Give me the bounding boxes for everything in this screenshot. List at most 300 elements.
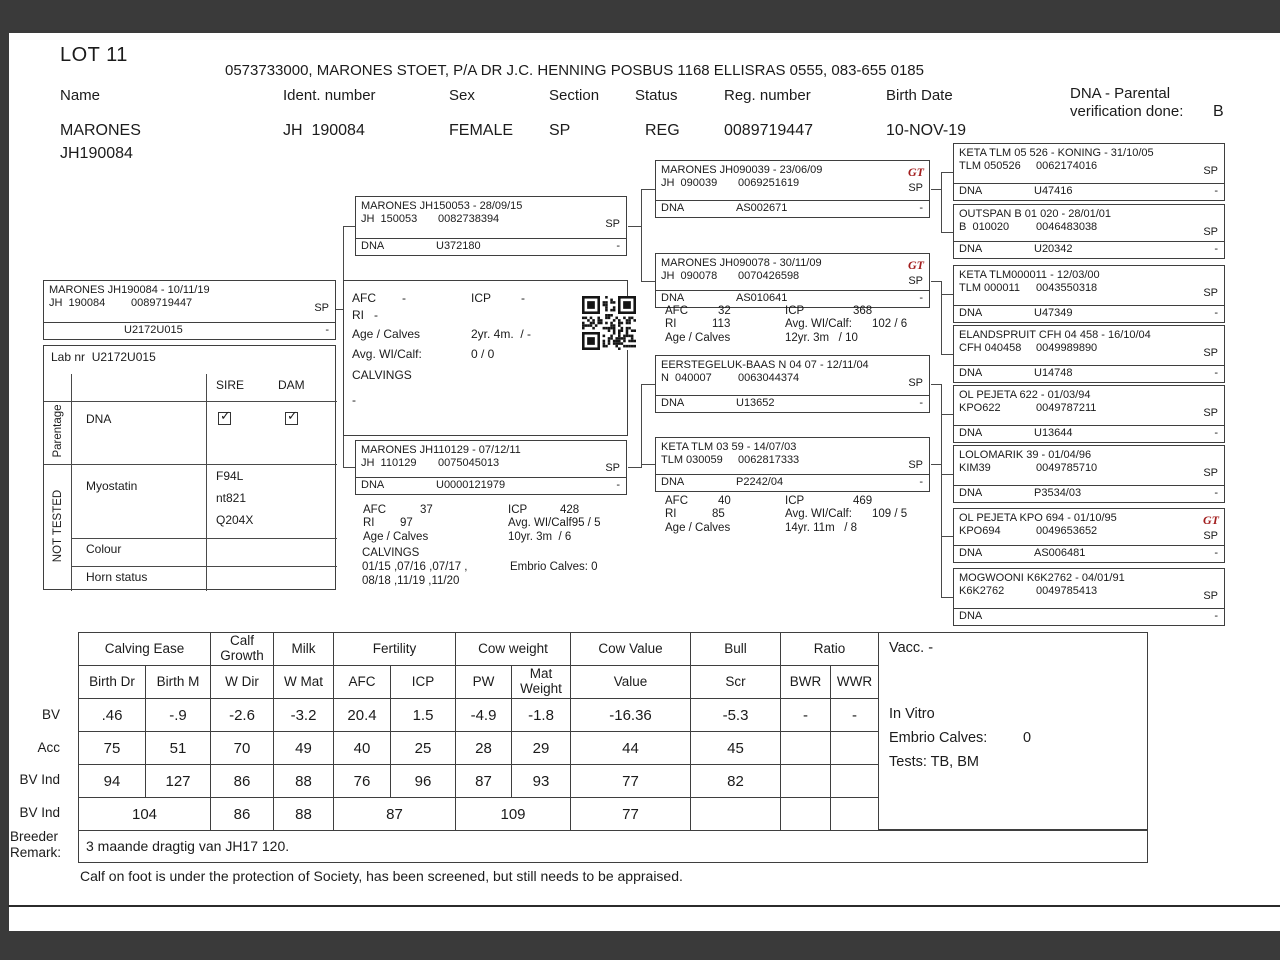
calvings-dates-1: 01/15 ,07/16 ,07/17 , (362, 561, 468, 573)
animal-id: KPO622 (959, 402, 1001, 414)
animal-section: SP (1203, 287, 1218, 299)
acc-cell: 49 (274, 732, 334, 765)
animal-reg: 0062174016 (1036, 160, 1098, 172)
row-label-bv-ind-2: BV Ind (19, 805, 60, 820)
bv-ind-combined-cell: 109 (456, 798, 571, 831)
bv-ind-cell: 82 (691, 765, 781, 798)
dna-label: DNA (959, 243, 983, 255)
sire-column-header: SIRE (216, 378, 245, 392)
connector-line (942, 414, 953, 415)
animal-name: OL PEJETA 622 - 01/03/94 (959, 389, 1091, 401)
bv-cell: -4.9 (456, 699, 512, 732)
lab-tests-box (43, 345, 336, 590)
animal-section: SP (908, 377, 923, 389)
age-calves-label: Age / Calves (665, 522, 731, 534)
column-header: Birth M (146, 666, 211, 699)
animal-section: SP (1203, 347, 1218, 359)
scan-frame-top (0, 0, 1280, 33)
pedigree-box-ggp-8 (953, 568, 1225, 626)
bv-cell: -1.8 (512, 699, 571, 732)
calvings-label: CALVINGS (352, 368, 412, 382)
bv-cell: -.9 (146, 699, 211, 732)
connector-line (344, 226, 355, 227)
connector-line (931, 281, 941, 282)
animal-reg: 0062817333 (738, 454, 800, 466)
bv-ind-cell: 94 (79, 765, 146, 798)
ri-value: 97 (400, 517, 413, 529)
avg-wi-calf-label: Avg. WI/Calf: (785, 318, 852, 330)
pedigree-box-ggp-2 (953, 204, 1225, 259)
animal-id: JH 190084 (49, 297, 106, 309)
ident-label: Ident. number (283, 87, 376, 104)
dna-label: DNA (959, 487, 983, 499)
animal-section: SP (605, 218, 620, 230)
breeding-values-table (78, 632, 879, 831)
afc-value: 40 (718, 495, 731, 507)
animal-section: SP (908, 459, 923, 471)
dna-value: U2172U015 (124, 324, 183, 336)
animal-name: KETA TLM000011 - 12/03/00 (959, 269, 1100, 281)
animal-section: SP (1203, 530, 1218, 542)
dna-label: DNA (661, 292, 685, 304)
column-header: Value (571, 666, 691, 699)
group-header-fertility: Fertility (334, 633, 456, 666)
dna-dash: - (1214, 427, 1218, 439)
pedigree-box-sire (355, 196, 627, 256)
column-header: ICP (391, 666, 456, 699)
ri-value: - (374, 308, 378, 322)
icp-label: ICP (508, 504, 528, 516)
dna-row (356, 238, 626, 255)
icp-value: 368 (853, 305, 873, 317)
animal-reg: 0063044374 (738, 372, 800, 384)
animal-name: KETA TLM 03 59 - 14/07/03 (661, 441, 797, 453)
pedigree-box-gp-dam-dam (655, 437, 930, 492)
afc-label: AFC (363, 504, 386, 516)
dna-value: AS006481 (1034, 547, 1086, 559)
group-header-bull: Bull (691, 633, 781, 666)
bv-cell: -16.36 (571, 699, 691, 732)
animal-id: N 040007 (661, 372, 712, 384)
animal-section: SP (1203, 226, 1218, 238)
pedigree-box-gp-sire-sire (655, 160, 930, 218)
connector-line (642, 464, 655, 465)
animal-reg: 0049785710 (1036, 462, 1098, 474)
afc-value: 37 (420, 504, 433, 516)
gt-icon: GT (1203, 513, 1219, 527)
gt-icon: GT (908, 258, 924, 272)
animal-reg: 0049785413 (1036, 585, 1098, 597)
dna-value: U13652 (736, 397, 775, 409)
row-label-bv-ind: BV Ind (19, 772, 60, 787)
icp-value: 469 (853, 495, 873, 507)
bv-ind-cell: 88 (274, 765, 334, 798)
pedigree-box-ggp-1 (953, 143, 1225, 201)
dna-dash: - (919, 476, 923, 488)
group-header-calf-growth: Calf Growth (211, 633, 274, 666)
group-header-calving-ease: Calving Ease (79, 633, 211, 666)
acc-cell: 44 (571, 732, 691, 765)
acc-cell: 29 (512, 732, 571, 765)
acc-cell: 75 (79, 732, 146, 765)
animal-name: KETA TLM 05 526 - KONING - 31/10/05 (959, 147, 1154, 159)
connector-line (931, 189, 941, 190)
animal-section: SP (1203, 467, 1218, 479)
dna-verification-label-1: DNA - Parental (1070, 85, 1171, 102)
connector-line (942, 294, 953, 295)
pedigree-box-dam (355, 440, 627, 495)
age-calves-value: 12yr. 3m / 10 (785, 332, 858, 344)
acc-cell (781, 732, 831, 765)
animal-id: TLM 000011 (959, 282, 1020, 294)
column-header: W Mat (274, 666, 334, 699)
breeder-remark-label-1: Breeder (10, 829, 59, 844)
dna-label: DNA (959, 307, 983, 319)
acc-cell: 25 (391, 732, 456, 765)
scan-frame-bottom (0, 931, 1280, 960)
animal-id: B 010020 (959, 221, 1010, 233)
connector-line (343, 226, 344, 281)
reg-value: 0089719447 (724, 122, 813, 139)
acc-cell: 51 (146, 732, 211, 765)
column-header: Birth Dr (79, 666, 146, 699)
ri-value: 85 (712, 508, 725, 520)
status-value: REG (645, 122, 680, 139)
bv-ind-combined-cell (781, 798, 831, 831)
lab-number: Lab nr U2172U015 (51, 350, 156, 364)
animal-reg: 0075045013 (438, 457, 500, 469)
breeder-remark-label-2: Remark: (10, 845, 62, 860)
animal-reg: 0089719447 (131, 297, 193, 309)
dna-label: DNA (959, 185, 983, 197)
reg-label: Reg. number (724, 87, 811, 104)
connector-line (931, 384, 941, 385)
animal-name: MOGWOONI K6K2762 - 04/01/91 (959, 572, 1125, 584)
group-header-ratio: Ratio (781, 633, 879, 666)
section-value: SP (549, 122, 571, 139)
dna-value: U47416 (1034, 185, 1073, 197)
dna-value: P2242/04 (736, 476, 784, 488)
dna-row (954, 545, 1224, 562)
animal-name: MARONES JH090039 - 23/06/09 (661, 164, 823, 176)
sire-stats (660, 305, 932, 350)
bv-ind-combined-cell: 87 (334, 798, 456, 831)
dna-label: DNA (959, 367, 983, 379)
bv-cell: -3.2 (274, 699, 334, 732)
connector-line (941, 281, 942, 355)
connector-line (931, 464, 941, 465)
bv-cell: 1.5 (391, 699, 456, 732)
pedigree-box-ggp-5 (953, 385, 1225, 443)
animal-name: OUTSPAN B 01 020 - 28/01/01 (959, 208, 1112, 220)
age-calves-value: 14yr. 11m / 8 (785, 522, 858, 534)
connector-line (941, 384, 942, 475)
animal-name: LOLOMARIK 39 - 01/04/96 (959, 449, 1092, 461)
name-label: Name (60, 87, 101, 104)
animal-id: TLM 050526 (959, 160, 1021, 172)
avg-wi-calf-value: 102 / 6 (872, 318, 908, 330)
dna-row (954, 425, 1224, 442)
dna-row (954, 365, 1224, 382)
animal-id: JH 110129 (361, 457, 417, 469)
animal-name: MARONES JH190084 - 10/11/19 (49, 284, 210, 296)
connector-line (641, 384, 642, 468)
embrio-calves-value: 0 (1023, 730, 1032, 746)
bv-ind-combined-cell: 86 (211, 798, 274, 831)
pedigree-box-ggp-3 (953, 265, 1225, 323)
column-header: Mat Weight (512, 666, 571, 699)
sire-dna-check-icon (218, 408, 231, 425)
dna-dash: - (1214, 367, 1218, 379)
bv-cell: - (831, 699, 879, 732)
dna-label: DNA (959, 610, 983, 622)
animal-id: JH 090078 (661, 270, 718, 282)
dna-value: U0000121979 (436, 479, 506, 491)
afc-value: 32 (718, 305, 731, 317)
dna-dash: - (1214, 487, 1218, 499)
birth-value: 10-NOV-19 (886, 122, 967, 139)
animal-reg: 0070426598 (738, 270, 800, 282)
bv-ind-cell: 96 (391, 765, 456, 798)
check-icon: ✓ (287, 408, 298, 423)
ri-value: 113 (712, 318, 731, 330)
afc-label: AFC (352, 291, 376, 305)
dna-row (656, 474, 929, 491)
connector-line (344, 467, 355, 468)
animal-reg: 0049653652 (1036, 525, 1098, 537)
animal-reg: 0046483038 (1036, 221, 1098, 233)
column-header: W Dir (211, 666, 274, 699)
animal-id: KPO694 (959, 525, 1001, 537)
lot-title: LOT 11 (60, 44, 128, 66)
animal-name: OL PEJETA KPO 694 - 01/10/95 (959, 512, 1117, 524)
vacc-text: Vacc. - (889, 640, 934, 656)
pedigree-box-gp-dam-sire (655, 355, 930, 413)
ri-label: RI (665, 508, 677, 520)
animal-name: EERSTEGELUK-BAAS N 04 07 - 12/11/04 (661, 359, 869, 371)
bv-ind-cell: 86 (211, 765, 274, 798)
acc-cell: 28 (456, 732, 512, 765)
bv-cell: 20.4 (334, 699, 391, 732)
dna-dash: - (616, 240, 620, 252)
acc-cell: 40 (334, 732, 391, 765)
embrio-calves-label: Embrio Calves: (889, 730, 988, 746)
embrio-calves-text: Embrio Calves: 0 (510, 561, 598, 573)
dna-dash: - (919, 397, 923, 409)
dna-value: U20342 (1034, 243, 1073, 255)
avg-wi-calf-label: Avg. WI/Calf: (352, 347, 422, 361)
calvings-label: CALVINGS (362, 547, 420, 559)
status-label: Status (635, 87, 678, 104)
animal-section: SP (1203, 165, 1218, 177)
column-header: PW (456, 666, 512, 699)
dna-label: DNA (959, 547, 983, 559)
dna-label: DNA (959, 427, 983, 439)
lab-divider (71, 374, 72, 591)
birth-label: Birth Date (886, 87, 953, 104)
age-calves-value: 2yr. 4m. / - (471, 327, 532, 341)
dna-row (44, 322, 335, 339)
dna-label: DNA (661, 476, 685, 488)
animal-name: MARONES JH110129 - 07/12/11 (361, 444, 521, 456)
connector-line (641, 189, 642, 282)
connector-line (642, 384, 655, 385)
dna-row-label: DNA (86, 412, 112, 426)
myostatin-value: F94L (216, 469, 244, 483)
in-vitro-text: In Vitro (889, 706, 935, 722)
lab-divider (206, 374, 207, 591)
connector-line (336, 309, 343, 310)
connector-line (942, 536, 953, 537)
vacc-panel (878, 632, 1148, 830)
group-header-cow-value: Cow Value (571, 633, 691, 666)
dna-dash: - (1214, 243, 1218, 255)
lab-divider (44, 464, 337, 465)
colour-row-label: Colour (86, 542, 122, 556)
myostatin-value: Q204X (216, 513, 254, 527)
dna-verification-value: B (1213, 103, 1224, 120)
bv-cell: -5.3 (691, 699, 781, 732)
column-header: BWR (781, 666, 831, 699)
animal-id: K6K2762 (959, 585, 1005, 597)
dna-value: U13644 (1034, 427, 1073, 439)
connector-line (942, 232, 953, 233)
dna-row (954, 608, 1224, 625)
column-header: WWR (831, 666, 879, 699)
acc-cell: 70 (211, 732, 274, 765)
calvings-dates-2: 08/18 ,11/19 ,11/20 (362, 575, 460, 587)
connector-line (343, 435, 344, 468)
age-calves-label: Age / Calves (352, 327, 421, 341)
icp-value: - (521, 291, 525, 305)
icp-label: ICP (471, 291, 492, 305)
dna-dash: - (1214, 307, 1218, 319)
dna-row (656, 200, 929, 217)
lab-divider (44, 401, 337, 402)
pedigree-box-ggp-6 (953, 445, 1225, 503)
dna-row (954, 305, 1224, 322)
sex-value: FEMALE (449, 122, 514, 139)
bv-ind-combined-cell: 104 (79, 798, 211, 831)
bv-ind-cell (831, 765, 879, 798)
sex-label: Sex (449, 87, 475, 104)
tests-text: Tests: TB, BM (889, 754, 979, 770)
acc-cell (831, 732, 879, 765)
animal-reg: 0049989890 (1036, 342, 1098, 354)
ident-value: JH 190084 (283, 122, 365, 139)
acc-cell: 45 (691, 732, 781, 765)
dna-dash: - (325, 324, 329, 336)
avg-wi-calf-value: 109 / 5 (872, 508, 908, 520)
pedigree-box-ggp-7 (953, 508, 1225, 563)
dna-label: DNA (661, 202, 685, 214)
animal-section: SP (908, 275, 923, 287)
parentage-section-label: Parentage (52, 404, 64, 458)
dna-row (356, 477, 626, 494)
bv-ind-cell: 93 (512, 765, 571, 798)
icp-label: ICP (785, 305, 805, 317)
myostatin-value: nt821 (216, 491, 247, 505)
animal-section: SP (605, 462, 620, 474)
icp-label: ICP (785, 495, 805, 507)
dna-value: U372180 (436, 240, 481, 252)
animal-reg: 0049787211 (1036, 402, 1097, 414)
connector-line (941, 172, 942, 233)
connector-line (628, 226, 641, 227)
dna-value: AS002671 (736, 202, 788, 214)
bv-ind-combined-cell (691, 798, 781, 831)
bv-ind-combined-cell: 88 (274, 798, 334, 831)
age-calves-value: 10yr. 3m / 6 (508, 531, 572, 543)
row-label-acc: Acc (37, 740, 60, 755)
animal-id: JH 150053 (361, 213, 418, 225)
section-label: Section (549, 87, 600, 104)
group-header-milk: Milk (274, 633, 334, 666)
breeder-remark-row (78, 830, 1148, 863)
row-label-bv: BV (41, 707, 60, 722)
qr-code (582, 296, 636, 350)
icp-value: 428 (560, 504, 580, 516)
dna-value: AS010641 (736, 292, 788, 304)
dna-value: U47349 (1034, 307, 1073, 319)
dna-dash: - (1214, 547, 1218, 559)
dna-dash: - (1214, 185, 1218, 197)
dna-value: P3534/03 (1034, 487, 1082, 499)
pedigree-box-ggp-4 (953, 325, 1225, 383)
society-footnote: Calf on foot is under the protection of Society, has been screened, but still needs to be appraised. (80, 868, 683, 884)
not-tested-section-label: NOT TESTED (52, 489, 64, 563)
dam-dna-check-icon (285, 408, 298, 425)
dam-stats (358, 500, 630, 595)
pedigree-box-gp-sire-dam (655, 253, 930, 308)
connector-line (942, 354, 953, 355)
bv-cell: - (781, 699, 831, 732)
dna-dash: - (1214, 610, 1218, 622)
avg-wi-calf-value: 0 / 0 (471, 347, 495, 361)
name-value-1: MARONES (60, 122, 141, 139)
connector-line (942, 172, 953, 173)
animal-reg: 0069251619 (738, 177, 800, 189)
connector-line (942, 474, 953, 475)
ri-label: RI (665, 318, 677, 330)
horn-status-row-label: Horn status (86, 570, 148, 584)
name-value-2: JH190084 (60, 145, 133, 162)
bv-ind-combined-cell: 77 (571, 798, 691, 831)
animal-id: JH 090039 (661, 177, 718, 189)
connector-line (628, 467, 641, 468)
animal-reg: 0082738394 (438, 213, 500, 225)
dna-value: U14748 (1034, 367, 1073, 379)
bv-ind-cell: 77 (571, 765, 691, 798)
dna-dash: - (919, 292, 923, 304)
dna-label: DNA (361, 240, 385, 252)
dam-sire-stats (660, 495, 932, 540)
afc-value: - (402, 291, 406, 305)
dna-row (656, 395, 929, 412)
connector-line (642, 281, 655, 282)
bv-ind-combined-cell (831, 798, 879, 831)
bv-ind-cell: 76 (334, 765, 391, 798)
dna-row (954, 183, 1224, 200)
animal-section: SP (1203, 590, 1218, 602)
dna-label: DNA (661, 397, 685, 409)
ri-label: RI (352, 308, 364, 322)
avg-wi-calf-label: Avg. WI/Calf: (785, 508, 852, 520)
column-header: AFC (334, 666, 391, 699)
animal-name: ELANDSPRUIT CFH 04 458 - 16/10/04 (959, 329, 1151, 341)
lab-divider (71, 566, 337, 567)
animal-id: CFH 040458 (959, 342, 1022, 354)
